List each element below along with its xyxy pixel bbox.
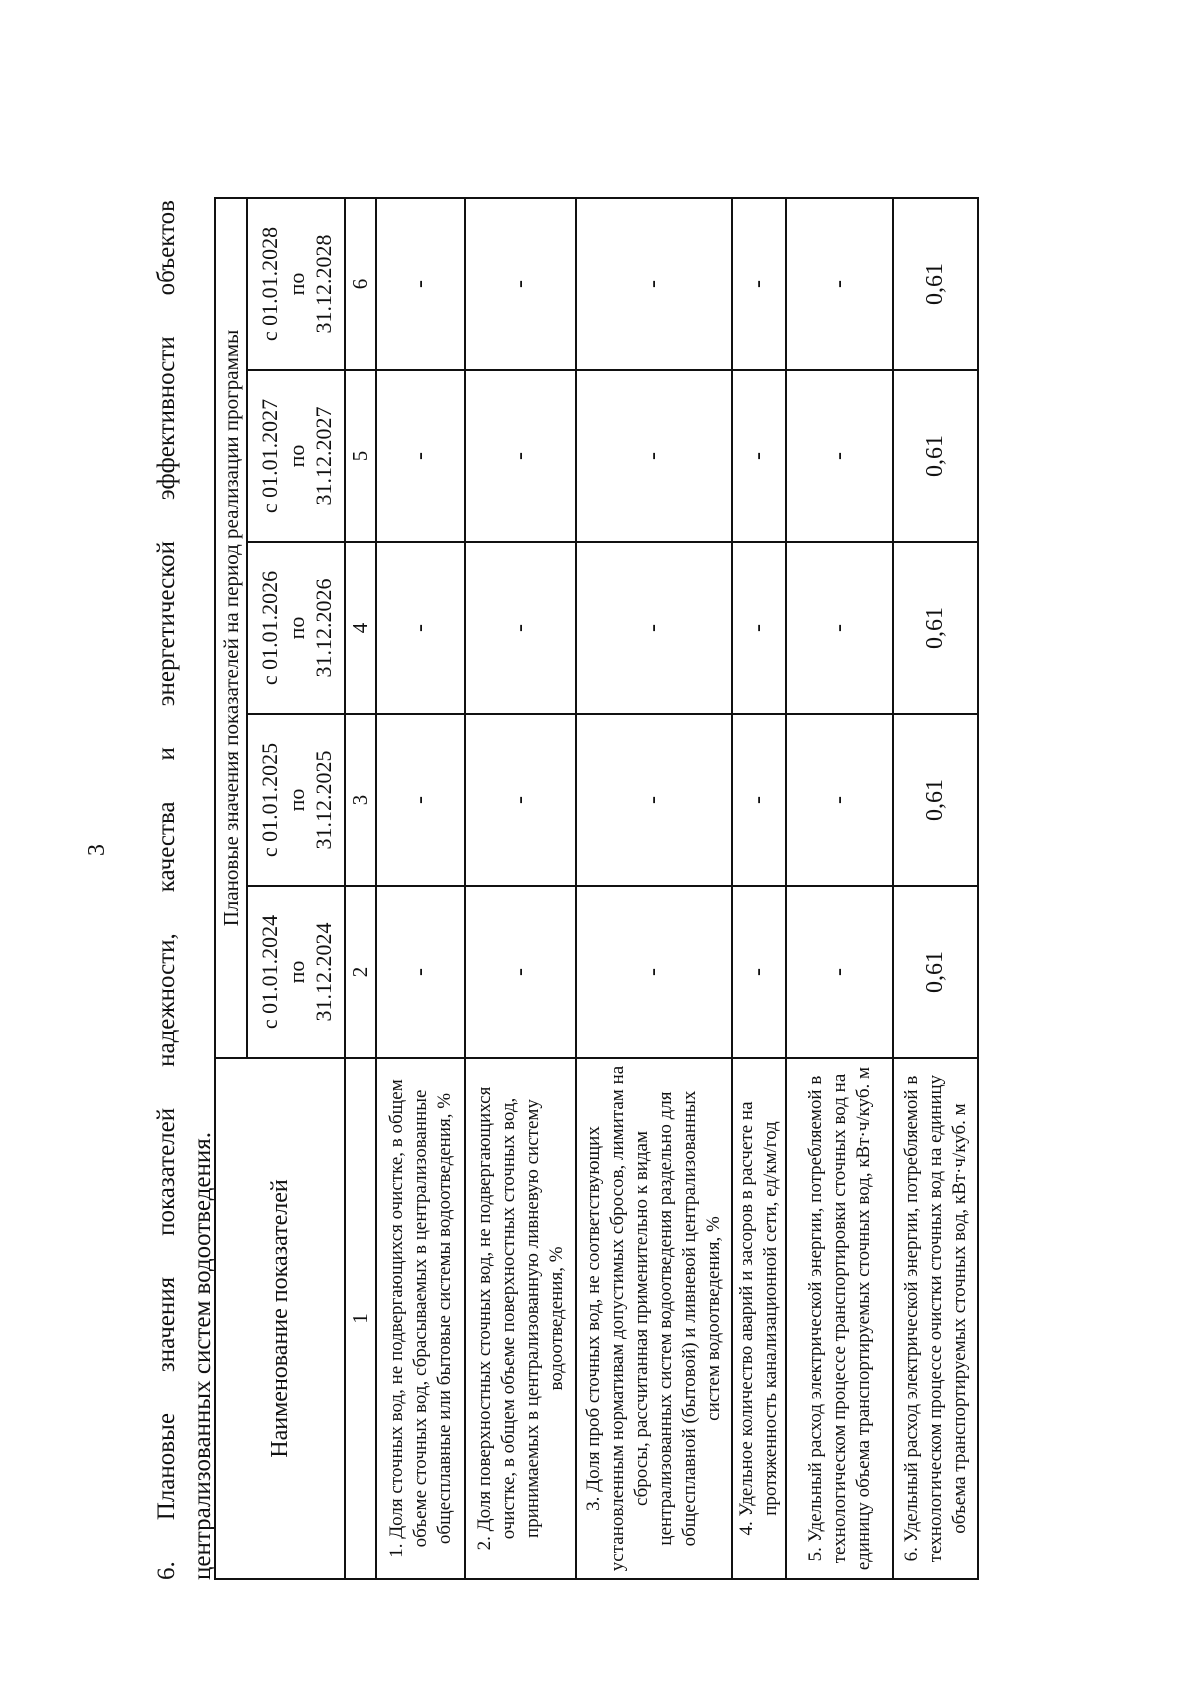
- indicator-value: -: [732, 198, 787, 370]
- indicator-value: -: [732, 886, 787, 1058]
- column-number: 6: [345, 198, 376, 370]
- period-header: Плановые значения показателей на период реализации программы: [215, 198, 247, 1058]
- indicator-name: 1. Доля сточных вод, не подвергающихся очистке, в общем объеме сточных вод, сбрасываемых в централизованные общесплавные или бытовые системы водоотведения, %: [376, 1058, 465, 1579]
- period-word: по: [283, 444, 309, 468]
- period-from: с 01.01.2026: [256, 570, 282, 686]
- period-word: по: [283, 788, 309, 812]
- indicator-value: -: [376, 886, 465, 1058]
- period-word: по: [283, 616, 309, 640]
- indicator-value: -: [376, 542, 465, 714]
- column-number: 5: [345, 370, 376, 542]
- period-header-2028: [247, 198, 345, 370]
- indicator-value: -: [786, 886, 893, 1058]
- indicator-value: -: [465, 198, 576, 370]
- period-from: с 01.01.2027: [256, 398, 282, 514]
- indicator-value: 0,61: [893, 198, 978, 370]
- period-word: по: [283, 272, 309, 296]
- indicator-value: -: [465, 714, 576, 886]
- period-from: с 01.01.2025: [256, 742, 282, 858]
- indicator-value: -: [786, 370, 893, 542]
- period-header-2025: [247, 714, 345, 886]
- indicator-value: -: [576, 714, 731, 886]
- indicator-value: -: [576, 370, 731, 542]
- indicator-value: -: [732, 714, 787, 886]
- section-heading: 6. Плановые значения показателей надежности, качества и энергетической эффективности объектов: [153, 200, 180, 1580]
- indicator-value: 0,61: [893, 714, 978, 886]
- table-row: [376, 198, 465, 1579]
- column-number: 2: [345, 886, 376, 1058]
- indicator-value: -: [576, 886, 731, 1058]
- indicator-value: -: [465, 886, 576, 1058]
- indicator-value: -: [576, 198, 731, 370]
- period-header-2027: [247, 370, 345, 542]
- indicator-value: -: [376, 370, 465, 542]
- indicator-value: -: [465, 542, 576, 714]
- indicator-value: -: [465, 370, 576, 542]
- period-to: 31.12.2025: [310, 750, 336, 850]
- indicator-value: -: [376, 198, 465, 370]
- indicator-name: 2. Доля поверхностных сточных вод, не подвергающихся очистке, в общем объеме поверхностных сточных вод, принимаемых в централизованную ливневую систему водоотведения, %: [465, 1058, 576, 1579]
- page-number: 3: [84, 844, 110, 856]
- indicator-value: -: [786, 198, 893, 370]
- indicator-name: 6. Удельный расход электрической энергии, потребляемой в технологическом процессе очистки сточных вод на единицу объема транспортируемых сточных вод, кВт·ч/куб. м: [893, 1058, 978, 1579]
- indicator-value: 0,61: [893, 370, 978, 542]
- period-to: 31.12.2028: [310, 234, 336, 334]
- header-row-top: [215, 198, 247, 1579]
- indicator-value: -: [786, 714, 893, 886]
- indicator-value: -: [732, 542, 787, 714]
- column-number: 4: [345, 542, 376, 714]
- section-heading-continuation: централизованных систем водоотведения.: [189, 1132, 216, 1580]
- indicator-value: -: [786, 542, 893, 714]
- indicator-value: 0,61: [893, 886, 978, 1058]
- period-from: с 01.01.2024: [256, 914, 282, 1030]
- period-word: по: [283, 960, 309, 984]
- period-to: 31.12.2024: [310, 922, 336, 1022]
- table-row: [893, 198, 978, 1579]
- table-row: [786, 198, 893, 1579]
- period-to: 31.12.2026: [310, 578, 336, 678]
- name-column-header: Наименование показателей: [215, 1058, 345, 1579]
- indicator-value: 0,61: [893, 542, 978, 714]
- period-header-2024: [247, 886, 345, 1058]
- period-to: 31.12.2027: [310, 406, 336, 506]
- indicator-value: -: [576, 542, 731, 714]
- indicator-value: -: [732, 370, 787, 542]
- indicator-name: 3. Доля проб сточных вод, не соответствующих установленным нормативам допустимых сбросов, лимитам на сбросы, рассчитанная применительно к видам централизованных систем водоотведения раздельно для общесплавной (бытовой) и ливневой централизованных систем водоотведения, %: [576, 1058, 731, 1579]
- period-header-2026: [247, 542, 345, 714]
- table-row: [576, 198, 731, 1579]
- indicator-name: 5. Удельный расход электрической энергии, потребляемой в технологическом процессе транспортировки сточных вод на единицу объема транспортируемых сточных вод, кВт·ч/куб. м: [786, 1058, 893, 1579]
- column-number: 1: [345, 1058, 376, 1579]
- table-row: [465, 198, 576, 1579]
- indicator-value: -: [376, 714, 465, 886]
- period-from: с 01.01.2028: [256, 226, 282, 342]
- table-row: [732, 198, 787, 1579]
- indicators-table: [214, 197, 979, 1580]
- indicator-name: 4. Удельное количество аварий и засоров в расчете на протяженность канализационной сети, ед/км/год: [732, 1058, 787, 1579]
- column-number-row: [345, 198, 376, 1579]
- column-number: 3: [345, 714, 376, 886]
